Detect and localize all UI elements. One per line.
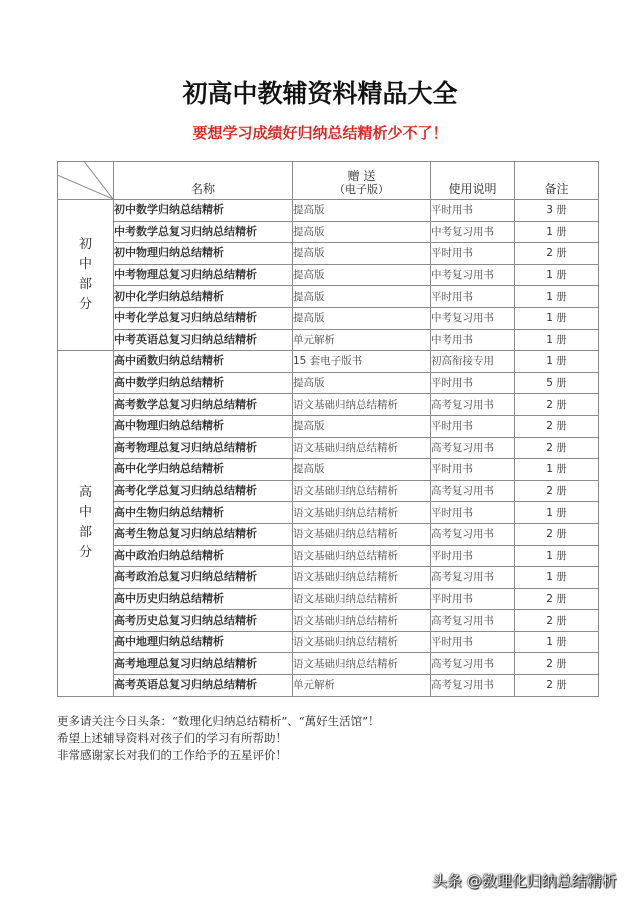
note-cell: 1 册 — [515, 329, 599, 351]
note-cell: 1 册 — [515, 307, 599, 329]
section-label-cell — [58, 351, 114, 697]
table-row — [58, 243, 599, 265]
watermark: 头条 @数理化归纳总结精析 — [432, 872, 617, 890]
name-cell: 高考物理总复习归纳总结精析 — [114, 437, 293, 459]
name-cell: 高中化学归纳总结精析 — [114, 459, 293, 481]
gift-cell: 语文基础归纳总结精析 — [293, 437, 431, 459]
table-row — [58, 415, 599, 437]
footer-notes — [57, 713, 380, 764]
header-gift-label: 赠 送 — [347, 169, 376, 183]
header-gift — [293, 162, 431, 200]
name-cell: 高考数学总复习归纳总结精析 — [114, 394, 293, 416]
table-row — [58, 653, 599, 675]
gift-cell: 提高版 — [293, 200, 431, 222]
footer-line-follow: 更多请关注今日头条：“数理化归纳总结精析”、“萬好生活馆”！ — [57, 714, 380, 728]
gift-cell: 语文基础归纳总结精析 — [293, 653, 431, 675]
section-label-cell — [58, 200, 114, 351]
table-row — [58, 502, 599, 524]
materials-table — [57, 161, 599, 697]
note-cell: 2 册 — [515, 588, 599, 610]
usage-cell: 高考复习用书 — [431, 480, 515, 502]
table-row — [58, 264, 599, 286]
gift-cell: 15 套电子版书 — [293, 351, 431, 373]
gift-cell: 提高版 — [293, 372, 431, 394]
note-cell: 5 册 — [515, 372, 599, 394]
note-cell: 2 册 — [515, 243, 599, 265]
usage-cell: 高考复习用书 — [431, 437, 515, 459]
note-cell: 1 册 — [515, 351, 599, 373]
note-cell: 3 册 — [515, 200, 599, 222]
table-row — [58, 351, 599, 373]
name-cell: 高中生物归纳总结精析 — [114, 502, 293, 524]
usage-cell: 高考复习用书 — [431, 653, 515, 675]
table-row — [58, 675, 599, 697]
usage-cell: 高考复习用书 — [431, 567, 515, 589]
header-usage: 使用说明 — [431, 162, 515, 200]
usage-cell: 平时用书 — [431, 459, 515, 481]
name-cell: 中考物理总复习归纳总结精析 — [114, 264, 293, 286]
gift-cell: 提高版 — [293, 307, 431, 329]
usage-cell: 中考复习用书 — [431, 264, 515, 286]
page-subtitle: 要想学习成绩好归纳总结精析少不了！ — [192, 124, 448, 142]
gift-cell: 语文基础归纳总结精析 — [293, 588, 431, 610]
header-name: 名称 — [114, 162, 293, 200]
name-cell: 初中物理归纳总结精析 — [114, 243, 293, 265]
usage-cell: 中考复习用书 — [431, 221, 515, 243]
name-cell: 初中数学归纳总结精析 — [114, 200, 293, 222]
diagonal-header-cell — [58, 162, 114, 200]
name-cell: 高中函数归纳总结精析 — [114, 351, 293, 373]
note-cell: 1 册 — [515, 459, 599, 481]
table-row — [58, 588, 599, 610]
note-cell: 1 册 — [515, 567, 599, 589]
usage-cell: 高考复习用书 — [431, 394, 515, 416]
usage-cell: 中考用书 — [431, 329, 515, 351]
usage-cell: 平时用书 — [431, 631, 515, 653]
name-cell: 高考地理总复习归纳总结精析 — [114, 653, 293, 675]
table-row — [58, 523, 599, 545]
name-cell: 高中物理归纳总结精析 — [114, 415, 293, 437]
name-cell: 高中地理归纳总结精析 — [114, 631, 293, 653]
usage-cell: 平时用书 — [431, 243, 515, 265]
note-cell: 1 册 — [515, 631, 599, 653]
name-cell: 中考化学总复习归纳总结精析 — [114, 307, 293, 329]
gift-cell: 语文基础归纳总结精析 — [293, 631, 431, 653]
gift-cell: 语文基础归纳总结精析 — [293, 610, 431, 632]
usage-cell: 平时用书 — [431, 545, 515, 567]
usage-cell: 平时用书 — [431, 200, 515, 222]
name-cell: 中考数学总复习归纳总结精析 — [114, 221, 293, 243]
usage-cell: 高考复习用书 — [431, 523, 515, 545]
table-row — [58, 459, 599, 481]
name-cell: 高中政治归纳总结精析 — [114, 545, 293, 567]
gift-cell: 单元解析 — [293, 329, 431, 351]
table-row — [58, 394, 599, 416]
name-cell: 高考历史总复习归纳总结精析 — [114, 610, 293, 632]
diagonal-lines-icon — [58, 162, 113, 199]
name-cell: 高考生物总复习归纳总结精析 — [114, 523, 293, 545]
table-row — [58, 200, 599, 222]
usage-cell: 高考复习用书 — [431, 675, 515, 697]
note-cell: 2 册 — [515, 480, 599, 502]
table-row — [58, 372, 599, 394]
table-row — [58, 221, 599, 243]
usage-cell: 平时用书 — [431, 286, 515, 308]
table-row — [58, 567, 599, 589]
footer-line-hope: 希望上述辅导资料对孩子们的学习有所帮助！ — [57, 731, 287, 745]
note-cell: 2 册 — [515, 394, 599, 416]
table-body — [58, 200, 599, 697]
table-row — [58, 286, 599, 308]
footer-line-thanks: 非常感谢家长对我们的工作给予的五星评价！ — [57, 748, 287, 762]
note-cell: 2 册 — [515, 675, 599, 697]
usage-cell: 高考复习用书 — [431, 610, 515, 632]
note-cell: 2 册 — [515, 610, 599, 632]
gift-cell: 提高版 — [293, 459, 431, 481]
table-row — [58, 480, 599, 502]
gift-cell: 语文基础归纳总结精析 — [293, 567, 431, 589]
table-row — [58, 610, 599, 632]
usage-cell: 平时用书 — [431, 372, 515, 394]
name-cell: 高考化学总复习归纳总结精析 — [114, 480, 293, 502]
usage-cell: 中考复习用书 — [431, 307, 515, 329]
table-row — [58, 545, 599, 567]
table-header-row — [58, 162, 599, 200]
gift-cell: 提高版 — [293, 415, 431, 437]
note-cell: 2 册 — [515, 653, 599, 675]
name-cell: 高考政治总复习归纳总结精析 — [114, 567, 293, 589]
name-cell: 中考英语总复习归纳总结精析 — [114, 329, 293, 351]
gift-cell: 语文基础归纳总结精析 — [293, 480, 431, 502]
gift-cell: 提高版 — [293, 264, 431, 286]
header-note: 备注 — [515, 162, 599, 200]
usage-cell: 平时用书 — [431, 415, 515, 437]
gift-cell: 单元解析 — [293, 675, 431, 697]
note-cell: 2 册 — [515, 523, 599, 545]
note-cell: 2 册 — [515, 415, 599, 437]
usage-cell: 平时用书 — [431, 502, 515, 524]
gift-cell: 提高版 — [293, 243, 431, 265]
section-label: 高中部分 — [78, 485, 92, 561]
table-row — [58, 437, 599, 459]
note-cell: 1 册 — [515, 221, 599, 243]
table-row — [58, 631, 599, 653]
gift-cell: 提高版 — [293, 221, 431, 243]
header-gift-sublabel: （电子版） — [334, 183, 389, 196]
gift-cell: 语文基础归纳总结精析 — [293, 502, 431, 524]
note-cell: 1 册 — [515, 286, 599, 308]
table-row — [58, 307, 599, 329]
note-cell: 2 册 — [515, 437, 599, 459]
usage-cell: 平时用书 — [431, 588, 515, 610]
name-cell: 高考英语总复习归纳总结精析 — [114, 675, 293, 697]
note-cell: 1 册 — [515, 264, 599, 286]
note-cell: 1 册 — [515, 502, 599, 524]
name-cell: 高中历史归纳总结精析 — [114, 588, 293, 610]
table-row — [58, 329, 599, 351]
name-cell: 初中化学归纳总结精析 — [114, 286, 293, 308]
gift-cell: 语文基础归纳总结精析 — [293, 394, 431, 416]
note-cell: 1 册 — [515, 545, 599, 567]
section-label: 初中部分 — [78, 237, 92, 313]
gift-cell: 提高版 — [293, 286, 431, 308]
gift-cell: 语文基础归纳总结精析 — [293, 545, 431, 567]
page-title: 初高中教辅资料精品大全 — [182, 79, 458, 108]
usage-cell: 初高衔接专用 — [431, 351, 515, 373]
gift-cell: 语文基础归纳总结精析 — [293, 523, 431, 545]
name-cell: 高中数学归纳总结精析 — [114, 372, 293, 394]
